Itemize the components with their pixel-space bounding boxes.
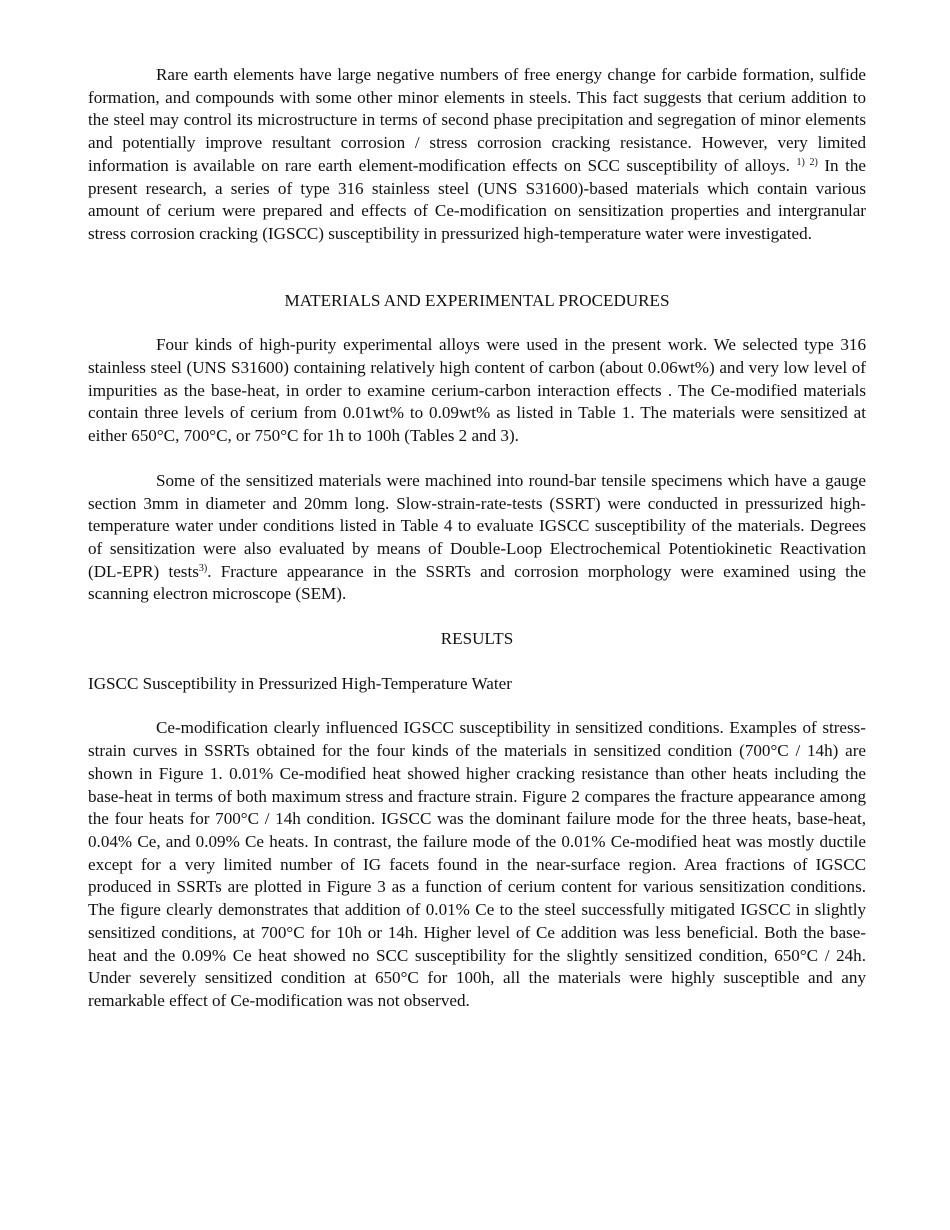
paper-page xyxy=(88,64,866,1013)
intro-text-part-1: Rare earth elements have large negative numbers of free energy change for carbide formation, sulfide formation, and compounds with some other minor elements in steels. This fact suggests that cerium addition to the steel may control its microstructure in terms of second phase precipitation and segregation of minor elements and potentially improve resultant corrosion / stress corrosion cracking resistance. However, very limited information is available on rare earth element-modification effects on SCC susceptibility of alloys. xyxy=(88,65,866,175)
section-heading-results: RESULTS xyxy=(440,629,514,649)
intro-paragraph xyxy=(88,64,866,246)
citation-superscript: 1) 2) xyxy=(796,156,818,168)
methods-text-part-2: . Fracture appearance in the SSRTs and corrosion morphology were examined using the scanning electron microscope (SEM). xyxy=(88,561,866,604)
subsection-heading-igscc: IGSCC Susceptibility in Pressurized High-Temperature Water xyxy=(88,673,512,693)
section-heading-materials: MATERIALS AND EXPERIMENTAL PROCEDURES xyxy=(284,290,670,310)
methods-paragraph-1: Four kinds of high-purity experimental alloys were used in the present work. We selected type 316 stainless steel (UNS S31600) containing relatively high content of carbon (about 0.06wt%) and very low level of impurities as the base-heat, in order to examine cerium-carbon interaction effects . The Ce-modified materials contain three levels of cerium from 0.01wt% to 0.09wt% as listed in Table 1. The materials were sensitized at either 650°C, 700°C, or 750°C for 1h to 100h (Tables 2 and 3). xyxy=(88,335,866,446)
methods-text-part-1: Some of the sensitized materials were machined into round-bar tensile specimens which have a gauge section 3mm in diameter and 20mm long. Slow-strain-rate-tests (SSRT) were conducted in pressurized high-temperature water under conditions listed in Table 4 to evaluate IGSCC susceptibility of the materials. Degrees of sensitization were also evaluated by means of Double-Loop Electrochemical Potentiokinetic Reactivation (DL-EPR) tests xyxy=(88,470,866,581)
methods-paragraph-2 xyxy=(88,470,866,606)
citation-superscript: 3) xyxy=(198,562,208,574)
intro-text-part-2: In the present research, a series of type 316 stainless steel (UNS S31600)-based materials which contain various amount of cerium were prepared and effects of Ce-modification on sensitization properties and intergranular stress corrosion cracking (IGSCC) susceptibility in pressurized high-temperature water were investigated. xyxy=(88,155,866,243)
results-paragraph-1: Ce-modification clearly influenced IGSCC susceptibility in sensitized conditions. Examples of stress-strain curves in SSRTs obtained for the four kinds of the materials in sensitized condition (700°C / 14h) are shown in Figure 1. 0.01% Ce-modified heat showed higher cracking resistance than other heats including the base-heat in terms of both maximum stress and fracture strain. Figure 2 compares the fracture appearance among the four heats for 700°C / 14h condition. IGSCC was the dominant failure mode for the three heats, base-heat, 0.04% Ce, and 0.09% Ce heats. In contrast, the failure mode of the 0.01% Ce-modified heat was mostly ductile except for a very limited number of IG facets found in the near-surface region. Area fractions of IGSCC produced in SSRTs are plotted in Figure 3 as a function of cerium content for various sensitization conditions. The figure clearly demonstrates that addition of 0.01% Ce to the steel successfully mitigated IGSCC in slightly sensitized conditions, at 700°C for 10h or 14h. Higher level of Ce addition was less beneficial. Both the base-heat and the 0.09% Ce heat showed no SCC susceptibility for the slightly sensitized condition, 650°C / 24h. Under severely sensitized condition at 650°C for 100h, all the materials were highly susceptible and any remarkable effect of Ce-modification was not observed. xyxy=(88,718,866,1010)
